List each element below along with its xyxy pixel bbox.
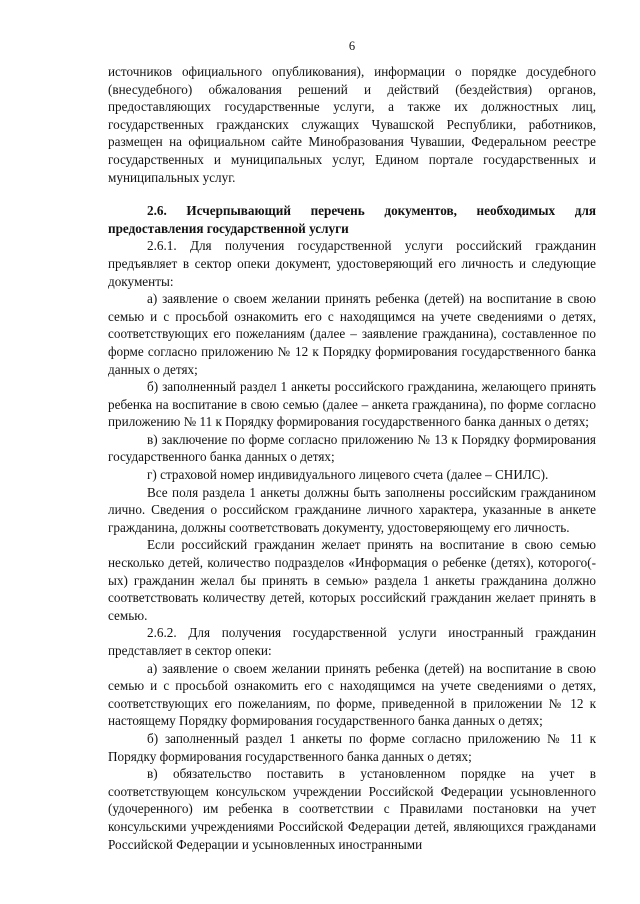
paragraph-6: Если российский гражданин желает принять на воспитание в свою семью несколько детей, количество подразделов «Информация о ребенке (детях), которого(-ых) гражданин желал бы принять в семью» раздела 1 анкеты гражданина должно соответствовать количеству детей, которых российский гражданин желает принять в семью.: [108, 537, 596, 623]
paragraph-10: в) обязательство поставить в установленном порядке на учет в соответствующем консульском учреждении Российской Федерации усыновленного (удочеренного) им ребенка в соответствии с Правилами постановки на учет консульскими учреждениями Российской Федерации детей, являющихся гражданами Российской Федерации и усыновленных иностранными: [108, 766, 596, 852]
paragraph-7: 2.6.2. Для получения государственной услуги иностранный гражданин представляет в сектор опеки:: [108, 625, 596, 658]
paragraph-top-0: источников официального опубликования), информации о порядке досудебного (внесудебного) обжалования решений и действий (бездействия) органов, предоставляющих государственные услуги, а также их должностных лиц, государственных гражданских служащих Чувашской Республики, работников, размещен на официальном сайте Минобразования Чувашии, Федеральном реестре государственных и муниципальных услуг, Едином портале государственных и муниципальных услуг.: [108, 64, 596, 185]
paragraph-3: в) заключение по форме согласно приложению № 13 к Порядку формирования государственного банка данных о детях;: [108, 431, 596, 465]
paragraph-5: Все поля раздела 1 анкеты должны быть заполнены российским гражданином лично. Сведения о российском гражданине личного характера, указанные в анкете гражданина, должны соответствовать документу, удостоверяющему его личность.: [108, 484, 596, 535]
paragraph-2: б) заполненный раздел 1 анкеты российского гражданина, желающего принять ребенка на воспитание в свою семью (далее – анкета гражданина), по форме согласно приложению № 11 к Порядку формирования государственного банка данных о детях;: [108, 379, 596, 430]
page-number: 6: [348, 39, 356, 53]
paragraph-9: б) заполненный раздел 1 анкеты по форме согласно приложению № 11 к Порядку формирования государственного банка данных о детях;: [108, 730, 596, 764]
section-heading: 2.6. Исчерпывающий перечень документов, необходимых для предоставления государственной услуги: [108, 203, 596, 236]
paragraph-4: г) страховой номер индивидуального лицевого счета (далее – СНИЛС).: [147, 467, 549, 483]
document-page: [108, 38, 596, 853]
paragraph-8: а) заявление о своем желании принять ребенка (детей) на воспитание в свою семью и с просьбой ознакомить его с находящимся на учете сведениями о детях, соответствующих его пожеланиям, по форме, приведенной в приложении № 12 к настоящему Порядку формирования государственного банка данных о детях;: [108, 660, 596, 729]
paragraph-1: а) заявление о своем желании принять ребенка (детей) на воспитание в свою семью и с просьбой ознакомить его с находящимся на учете сведениями о детях, соответствующих его пожеланиям (далее – заявление гражданина), составленное по форме согласно приложению № 12 к Порядку формирования государственного банка данных о детях;: [108, 291, 596, 377]
paragraph-0: 2.6.1. Для получения государственной услуги российский гражданин предъявляет в сектор опеки документ, удостоверяющий его личность и следующие документы:: [108, 238, 596, 289]
